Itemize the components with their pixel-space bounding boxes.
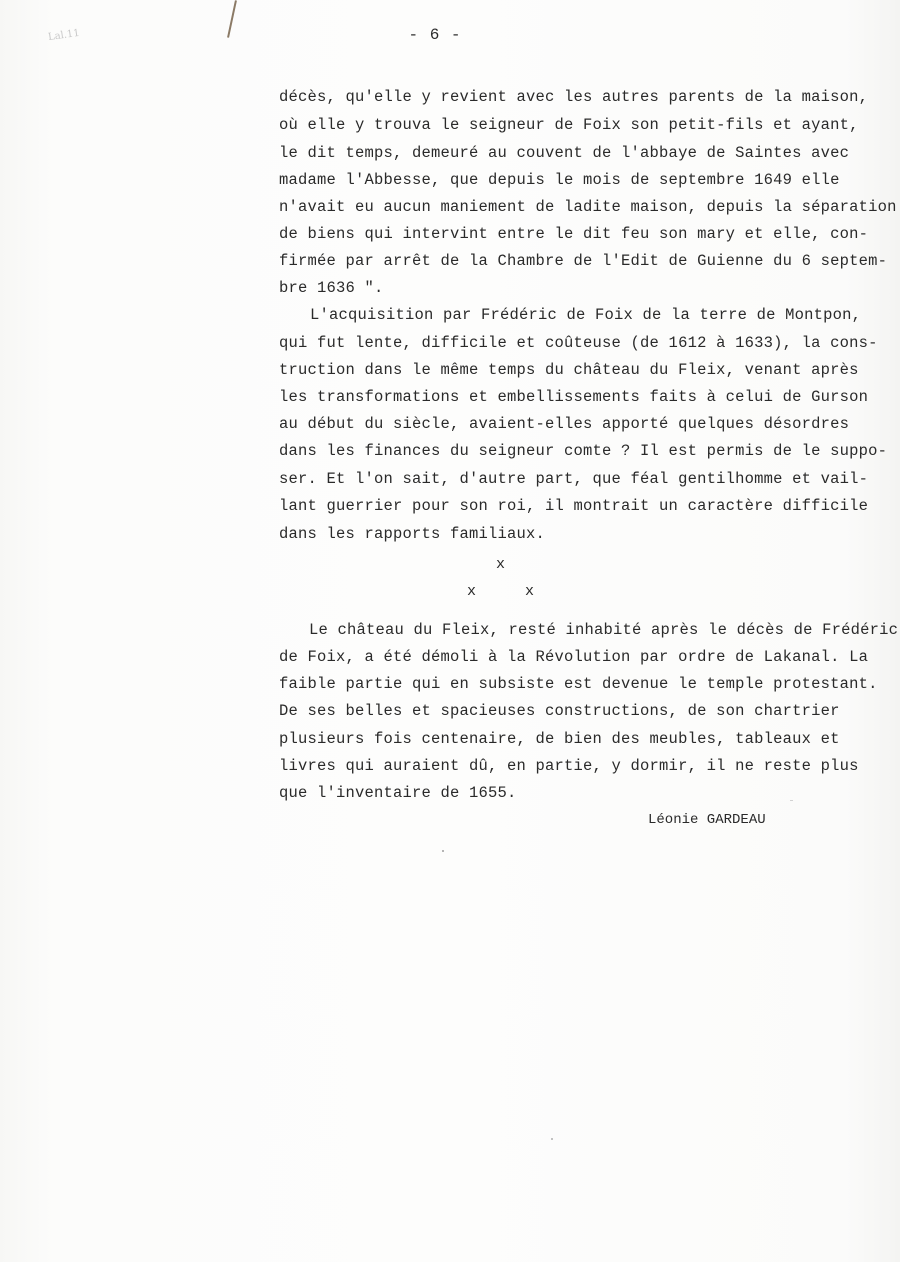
text-line: bre 1636 ".: [279, 279, 384, 297]
text-line: que l'inventaire de 1655.: [279, 784, 517, 802]
text-line: firmée par arrêt de la Chambre de l'Edit de Guienne du 6 septem-: [279, 252, 888, 270]
text-line: décès, qu'elle y revient avec les autres parents de la maison,: [279, 88, 869, 106]
text-line: dans les finances du seigneur comte ? Il est permis de le suppo-: [279, 442, 888, 460]
text-line: ser. Et l'on sait, d'autre part, que féal gentilhomme et vail-: [279, 470, 869, 488]
separator-mark: x: [496, 556, 506, 573]
text-line: faible partie qui en subsiste est devenue le temple protestant.: [279, 675, 878, 693]
text-line: les transformations et embellissements faits à celui de Gurson: [279, 388, 869, 406]
text-line: qui fut lente, difficile et coûteuse (de 1612 à 1633), la cons-: [279, 334, 878, 352]
text-line: livres qui auraient dû, en partie, y dormir, il ne reste plus: [279, 757, 859, 775]
text-line: lant guerrier pour son roi, il montrait un caractère difficile: [279, 497, 869, 515]
text-line: truction dans le même temps du château du Fleix, venant après: [279, 361, 859, 379]
speck: [790, 800, 793, 801]
text-line: le dit temps, demeuré au couvent de l'abbaye de Saintes avec: [279, 144, 850, 162]
speck: [442, 850, 444, 852]
text-line: où elle y trouva le seigneur de Foix son petit-fils et ayant,: [279, 116, 859, 134]
pen-mark: [227, 0, 237, 38]
text-line: n'avait eu aucun maniement de ladite maison, depuis la séparation: [279, 198, 897, 216]
text-line: L'acquisition par Frédéric de Foix de la terre de Montpon,: [310, 306, 862, 324]
text-line: Le château du Fleix, resté inhabité après le décès de Frédéric: [309, 621, 899, 639]
text-line: au début du siècle, avaient-elles apporté quelques désordres: [279, 415, 850, 433]
separator-mark: x: [467, 583, 477, 600]
text-line: de biens qui intervint entre le dit feu son mary et elle, con-: [279, 225, 869, 243]
text-line: plusieurs fois centenaire, de bien des meubles, tableaux et: [279, 730, 840, 748]
text-line: De ses belles et spacieuses constructions, de son chartrier: [279, 702, 840, 720]
text-line: dans les rapports familiaux.: [279, 525, 546, 543]
author-signature: Léonie GARDEAU: [648, 812, 766, 828]
separator-mark: x: [525, 583, 535, 600]
speck: [551, 1138, 553, 1140]
margin-note: Lal.11: [47, 27, 81, 44]
text-line: de Foix, a été démoli à la Révolution par ordre de Lakanal. La: [279, 648, 869, 666]
text-line: madame l'Abbesse, que depuis le mois de septembre 1649 elle: [279, 171, 840, 189]
page-number: - 6 -: [408, 26, 462, 44]
